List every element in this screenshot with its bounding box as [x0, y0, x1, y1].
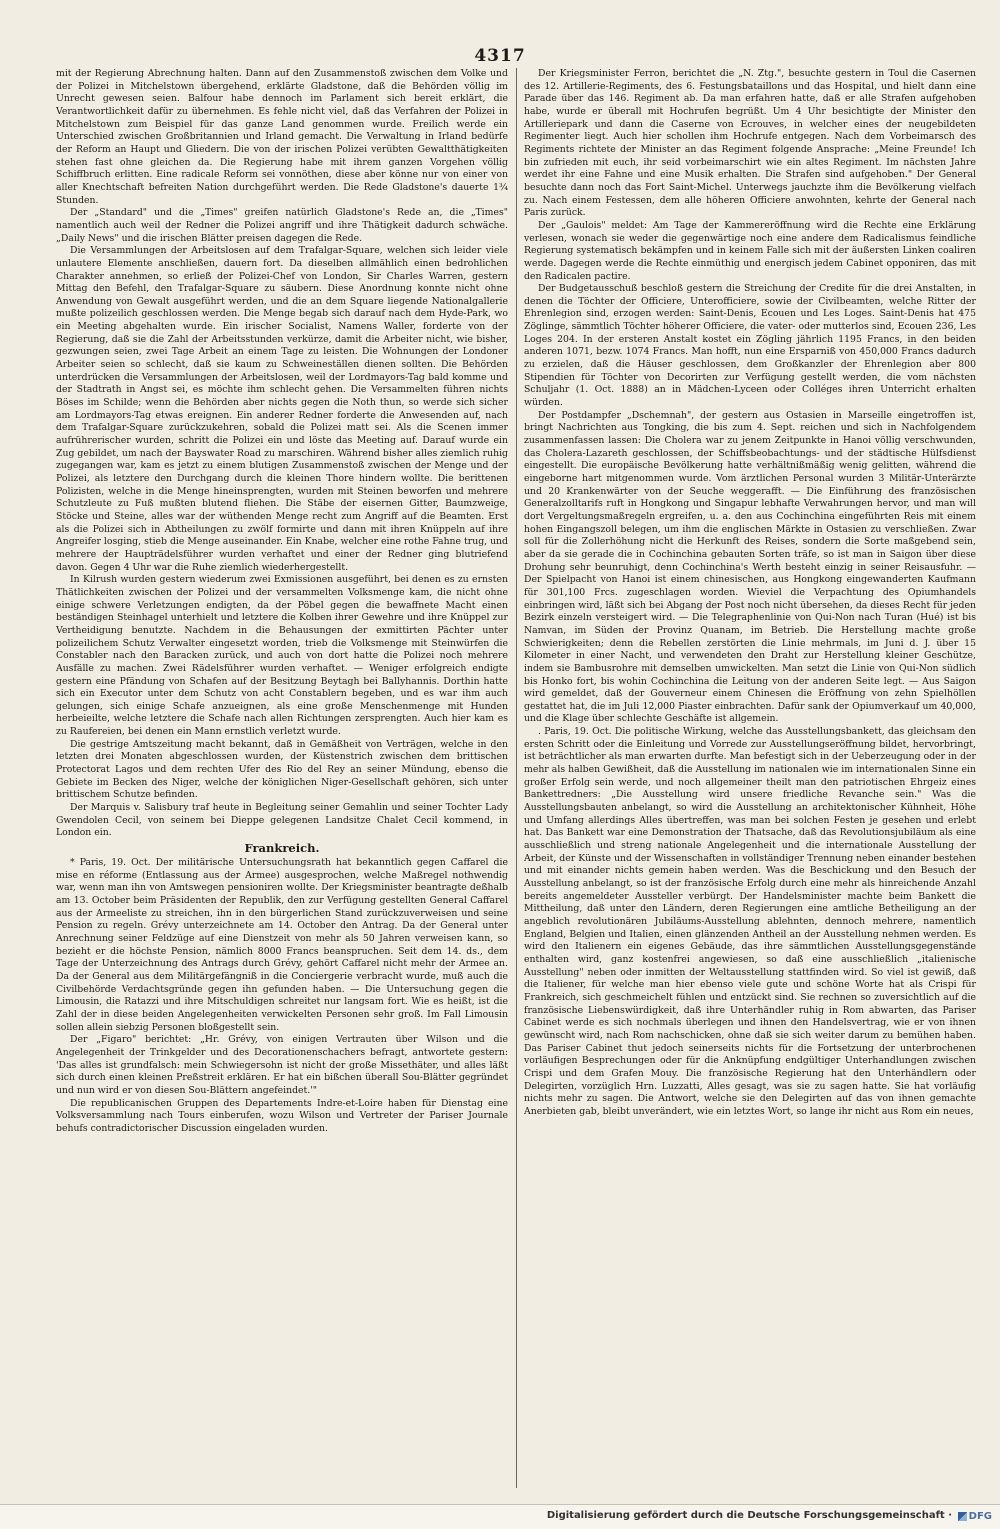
- article-indre-et-loire: Die republicanischen Gruppen des Departements Indre-et-Loire haben für Dienstag eine Volksversammlung nach Tours einberufen, wozu Wilson und Vertreter der Pariser Journale behufs contradictorischer Discussion eingeladen wurden.: [56, 1097, 508, 1134]
- article-gaulois: Der „Gaulois" meldet: Am Tage der Kammereröffnung wird die Rechte eine Erklärung verlesen, wonach sie weder die gegenwärtige noch eine andere dem Radicalismus feindliche Regierung systematisch bekämpfen und in keinem Falle sich mit der äußersten Linken coaliren werde. Dagegen werde die Rechte einmüthig und energisch jedem Cabinet opponiren, das mit den Radicalen pactire.: [524, 219, 976, 282]
- footer-credit: Digitalisierung gefördert durch die Deutsche Forschungsgemeinschaft ·: [546, 1510, 952, 1521]
- column-divider: [516, 68, 517, 1488]
- article-press-reaction: Der „Standard" und die „Times" greifen natürlich Gladstone's Rede an, die „Times" namentlich auch weil der Redner die Polizei angriff und ihre Thätigkeit dadurch schwäche. „Daily News" und die irischen Blätter preisen dagegen die Rede.: [56, 207, 508, 244]
- article-salisbury: Der Marquis v. Salisbury traf heute in Begleitung seiner Gemahlin und seiner Tochter Lady Gwendolen Cecil, von seinem bei Dieppe gelegenen Landsitze Chalet Cecil kommend, in London ein.: [56, 802, 508, 839]
- article-budget-committee: Der Budgetausschuß beschloß gestern die Streichung der Credite für die drei Anstalten, in denen die Töchter der Officiere, Unterofficiere, sowie der Civilbeamten, welche Ritter der Ehrenlegion sind, erzogen werden: Saint-Denis, Ecouen und Les Loges. Saint-Denis hat 475 Zöglinge, sämmtlich Töchter höherer Officiere, die vater- oder mutterlos sind, Ecouen 236, Les Loges 204. In der ersteren Anstalt kostet ein Zögling jährlich 1195 Francs, in den beiden anderen 1071, bezw. 1074 Francs. Man hofft, nun eine Ersparniß von 450,000 Francs dadurch zu erzielen, daß die Häuser geschlossen, dem Großkanzler der Ehrenlegion aber 800 Stipendien für Töchter von Decorirten zur Verfügung gestellt werden, die vom nächsten Schuljahr (1. Oct. 1888) an in Mädchen-Lyceen oder Colléges ihren Unterricht erhalten würden.: [524, 283, 976, 409]
- article-caffarel: * Paris, 19. Oct. Der militärische Untersuchungsrath hat bekanntlich gegen Caffarel die mise en réforme (Entlassung aus der Armee) ausgesprochen, welche Maßregel nothwendig war, wenn man ihn von Amtswegen pensioniren wollte. Der Kriegsminister beantragte deßhalb am 13. October beim Präsidenten der Republik, den zur Verfügung gestellten General Caffarel aus der Armeeliste zu streichen, ihn in den bürgerlichen Stand zurückzuverweisen und seine Pension zu regeln. Grévy unterzeichnete am 14. October den Antrag. Da der General unter Anrechnung seiner Feldzüge auf eine Dienstzeit von mehr als 50 Jahren verweisen kann, so bezieht er die höchste Pension, nämlich 8000 Francs beanspruchen. Seit dem 14. ds., dem Tage der Unterzeichnung des Antrags durch Grévy, gehört Caffarel nicht mehr der Armee an. Da der General aus dem Militärgefängniß in die Conciergerie verbracht wurde, muß auch die Civilbehörde Verdachtsgründe gegen ihn gefunden haben. — Die Untersuchung gegen die Limousin, die Ratazzi und ihre Mitschuldigen schreitet nur langsam fort. Wie es heißt, ist die Zahl der in diese beiden Angelegenheiten verwickelten Personen sehr groß. Im Fall Limousin sollen allein siebzig Personen bloßgestellt sein.: [56, 857, 508, 1033]
- article-ferron-toul: Der Kriegsminister Ferron, berichtet die „N. Ztg.", besuchte gestern in Toul die Casernen des 12. Artillerie-Regiments, des 6. Festungsbataillons und das Hospital, und hielt dann eine Parade über das 146. Regiment ab. Da man erfahren hatte, daß er alle Strafen aufgehoben habe, wurde er überall mit Hochrufen begrüßt. Um 4 Uhr besichtigte der Minister den Artilleriepark und dann die Caserne von Ecrouves, in welcher eines der neugebildeten Regimenter liegt. Auch hier schollen ihm Hochrufe entgegen. Nach dem Vorbeimarsch des Regiments richtete der Minister an das Regiment folgende Ansprache: „Meine Freunde! Ich bin zufrieden mit euch, ihr seid vorbeimarschirt wie ein altes Regiment. Im nächsten Jahre werdet ihr eine Fahne und eine Musik erhalten. Die Strafen sind aufgehoben." Der General besuchte dann noch das Fort Saint-Michel. Unterwegs jauchzte ihm die Bevölkerung vielfach zu. Nach einem Festessen, dem alle höheren Officiere anwohnten, kehrte der General nach Paris zurück.: [524, 68, 976, 219]
- article-figaro: Der „Figaro" berichtet: „Hr. Grévy, von einigen Vertrauten über Wilson und die Angelegenheit der Trinkgelder und des Decorationenschachers befragt, antwortete gestern: 'Das alles ist grundfalsch: mein Schwiegersohn ist nicht der große Missethäter, und alles läßt sich durch einen kleinen Preßstreit erklären. Er hat ein bißchen überall Sou-Blätter gegründet und nun wird er von diesen Sou-Blättern angefeindet.'": [56, 1034, 508, 1096]
- right-column: [524, 68, 976, 1488]
- left-column: [56, 68, 508, 1488]
- article-tongking: Der Postdampfer „Dschemnah", der gestern aus Ostasien in Marseille eingetroffen ist, bringt Nachrichten aus Tongking, die bis zum 4. Sept. reichen und sich in Nachfolgendem zusammenfassen lassen: Die Cholera war zu jenem Zeitpunkte in Hanoi völlig verschwunden, das Cholera-Lazareth geschlossen, der Schiffsbeobachtungs- und der städtische Hülfsdienst eingestellt. Die europäische Bevölkerung hatte verhältnißmäßig wenig gelitten, während die eingeborne hart mitgenommen wurde. Vom ärztlichen Personal wurden 3 Militär-Unterärzte und 20 Krankenwärter von der Seuche weggerafft. — Die Einführung des französischen Generalzolltarifs ruft in Hongkong und Singapur lebhafte Verwahrungen hervor, und man will dort Vergeltungsmaßregeln ergreifen, u. a. den aus Cochinchina eingeführten Reis mit einem hohen Eingangszoll belegen, um ihm die englischen Märkte in Ostasien zu verschließen. Zwar soll für die Zollerhöhung nicht die Herkunft des Reises, sondern die Sorte maßgebend sein, aber da sie gerade die in Cochinchina gebauten Sorten träfe, so ist man in Saigon über diese Drohung sehr beunruhigt, denn Cochinchina's Werth besteht einzig in seiner Reisausfuhr. — Der Spielpacht von Hanoi ist einem chinesischen, aus Hongkong eingewanderten Kaufmann für 301,100 Frcs. zugeschlagen worden. Wieviel die Verpachtung des Opiumhandels einbringen wird, läßt sich bei Abgang der Post noch nicht übersehen, da dieses Recht für jeden Bezirk einzeln versteigert wird. — Die Telegraphenlinie von Qui-Non nach Turan (Hué) ist bis Namvan, im Süden der Provinz Quanam, im Betrieb. Die Herstellung machte große Schwierigkeiten; denn die Rebellen zerstörten die Linie mehrmals, im Juni d. J. über 15 Kilometer in einer Nacht, und verwendeten den Draht zur Herstellung kleiner Geschütze, indem sie Bambusrohre mit demselben umwickelten. Man setzt die Linie von Qui-Non südlich bis Honko fort, bis wohin Cochinchina die Leitung von der anderen Seite legt. — Aus Saigon wird gemeldet, daß der Gouverneur einem Chinesen die Eröffnung von zehn Spielhöllen gestattet hat, die im Juli 12,000 Piaster einbrachten. Dafür sank der Opiumverkauf um 40,000, und die Klage über schlechte Geschäfte ist allgemein.: [524, 409, 976, 725]
- section-heading-frankreich: Frankreich.: [244, 841, 320, 856]
- article-lagos-niger: Die gestrige Amtszeitung macht bekannt, daß in Gemäßheit von Verträgen, welche in den letzten drei Monaten abgeschlossen wurden, der Küstenstrich zwischen dem brittischen Protectorat Lagos und dem rechten Ufer des Rio del Rey an seiner Mündung, ebenso die Gebiete im Becken des Niger, welche der königlichen Niger-Gesellschaft gehören, sich unter brittischem Schutze befinden.: [56, 738, 508, 801]
- article-paris-exhibition: . Paris, 19. Oct. Die politische Wirkung, welche das Ausstellungsbankett, das gleichsam den ersten Schritt oder die Einleitung und Vorrede zur Ausstellungseröffnung bildet, hervorbringt, ist beträchtlicher als man erwarten durfte. Man befestigt sich in der Ueberzeugung oder in der mehr als halben Gewißheit, daß die Ausstellung im nationalen wie im internationalen Sinne ein großer Erfolg sein werde, und noch allgemeiner theilt man den patriotischen Ehrgeiz eines Bankettredners: „Die Ausstellung wird unsere friedliche Revanche sein." Was die Ausstellungsbauten anbelangt, so wird die Ausstellung an architektonischer Kühnheit, Höhe und Umfang allerdings Alles übertreffen, was man bei solchen Festen je gesehen und erlebt hat. Das Bankett war eine Demonstration der Thatsache, daß das Revolutionsjubiläum als eine ausschließlich und streng nationale Angelegenheit und die internationale Ausstellung der Arbeit, der Künste und der Wissenschaften in vollständiger Trennung neben einander bestehen und mit einander nichts gemein haben werden. Was die Beschickung und den Besuch der Ausstellung anbelangt, so ist der französische Erfolg durch eine mehr als hinreichende Anzahl bereits angemeldeter Aussteller verbürgt. Der Handelsminister machte beim Bankett die Mittheilung, daß unter den Ländern, deren Regierungen eine amtliche Betheiligung an der angeblich revolutionären Jubiläums-Ausstellung ablehnten, dennoch mehrere, namentlich England, Belgien und Italien, einen glänzenden Antheil an der Ausstellung nehmen werden. Es wird den Italienern ein eigenes Gebäude, das ihre sämmtlichen Ausstellungsgegenstände enthalten wird, ganz kostenfrei angewiesen, so daß eine ausschließlich „italienische Ausstellung" neben oder inmitten der Weltausstellung stattfinden wird. So viel ist gewiß, daß die Italiener, für welche man hier ebenso viele gute und schöne Worte hat als Crispi für Frankreich, sich geschmeichelt fühlen und entzückt sind. Sie rechnen so zuversichtlich auf die französische Liebenswürdigkeit, daß ihre Unterhändler ruhig in Rom abwarten, das Pariser Cabinet werde es sich nochmals überlegen und ihnen den Handelsvertrag, wie er von ihnen gewünscht wird, nach Rom nachschicken, ohne daß sie sich weiter darum zu bemühen haben. Das Pariser Cabinet thut jedoch seinerseits nichts für die Fortsetzung der unterbrochenen vorläufigen Besprechungen oder für die Anknüpfung endgültiger Unterhandlungen zwischen Crispi und dem Grafen Mouy. Die französische Regierung hat den Unterhändlern oder Delegirten, vorzüglich Hrn. Luzzatti, Alles gesagt, was sie zu sagen hatte. Sie hat vorläufig nichts mehr zu sagen. Die Antwort, welche sie den Delegirten auf das von ihnen gemachte Anerbieten gab, bleibt unverändert, wie ein letztes Wort, so lange ihr nicht aus Rom ein neues,: [524, 726, 976, 1117]
- text-columns: [56, 68, 976, 1488]
- page-number: 4317: [474, 46, 526, 66]
- article-gladstone-speech: mit der Regierung Abrechnung halten. Dann auf den Zusammenstoß zwischen dem Volke und der Polizei in Mitchelstown übergehend, erklärte Gladstone, daß die Behörden völlig im Unrecht gewesen seien. Balfour habe dennoch im Parlament sich bereit erklärt, die Verantwortlichkeit dafür zu übernehmen. Es fehle nicht viel, daß das Verfahren der Polizei in Mitchelstown zum Beispiel für das ganze Land genommen wurde. Freilich werde ein Unterschied zwischen Großbritannien und Irland gemacht. Die Verwaltung in Irland bedürfe der Reform an Haupt und Gliedern. Die von der irischen Polizei verübten Gewaltthätigkeiten stehen fast ohne gleichen da. Die Regierung habe mit ihrem ganzen Vorgehen völlig Schiffbruch erlitten. Eine radicale Reform sei vonnöthen, diese aber könne nur von einer von aller Knechtschaft befreiten Nation durchgeführt werden. Die Rede Gladstone's dauerte 1¾ Stunden.: [56, 68, 508, 206]
- article-kilrush: In Kilrush wurden gestern wiederum zwei Exmissionen ausgeführt, bei denen es zu ernsten Thätlichkeiten zwischen der Polizei und der versammelten Volksmenge kam, die nicht ohne einige schwere Verletzungen endigten, da der Pöbel gegen die bewaffnete Macht einen beständigen Steinhagel unterhielt und letztere die Kolben ihrer Gewehre und ihre Knüppel zur Vertheidigung benutzte. Nachdem in die Behausungen der exmittirten Pächter unter polizeilichem Schutz Verwalter eingesetzt worden, trieb die Volksmenge mit Steinwürfen die Constabler nach den Baracken zurück, und auch von dort hatte die Polizei noch mehrere Ausfälle zu machen. Zwei Rädelsführer wurden verhaftet. — Weniger erfolgreich endigte gestern eine Pfändung von Schafen auf der Besitzung Beytagh bei Ballyhannis. Dorthin hatte sich ein Executor unter dem Schutz von acht Constablern begeben, und es war ihm auch gelungen, sich einige Schafe anzueignen, als eine große Menschenmenge mit Hunden herbeieilte, welche letztere die Schafe nach allen Richtungen zersprengten. Auch hier kam es zu Raufereien, bei denen ein Mann ernstlich verletzt wurde.: [56, 574, 508, 738]
- dfg-logo-text: DFG: [968, 1511, 992, 1522]
- article-trafalgar-square: Die Versammlungen der Arbeitslosen auf dem Trafalgar-Square, welchen sich leider viele unlautere Elemente anschließen, dauern fort. Da dieselben allmählich einen bedrohlichen Charakter annehmen, so erließ der Polizei-Chef von London, Sir Charles Warren, gestern Mittag den Befehl, den Trafalgar-Square zu säubern. Diese Anordnung konnte nicht ohne Anwendung von Gewalt ausgeführt werden, und die an dem Square liegende Nationalgallerie mußte polizeilich geschlossen werden. Die Menge begab sich darauf nach dem Hyde-Park, wo ein Meeting abgehalten wurde. Ein irischer Socialist, Namens Waller, forderte von der Regierung, daß sie die Zahl der Arbeitsstunden verkürze, damit die Arbeiter nicht, wie bisher, gezwungen seien, zwei Tage Arbeit an einem Tage zu leisten. Die Wohnungen der Londoner Arbeiter seien so schlecht, daß sie kaum zu Schweineställen dienen sollten. Die Behörden unterdrücken die Versammlungen der Arbeitslosen, weil der Lordmayors-Tag bald komme und der Stadtrath in Angst sei, es möchte ihm schlecht gehen. Die Versammelten führen nichts Böses im Schilde; wenn die Behörden aber nichts gegen die Noth thun, so werde sich sicher am Lordmayors-Tag etwas ereignen. Ein anderer Redner forderte die Anwesenden auf, nach dem Trafalgar-Square zurückzukehren, sobald die Polizei matt sei. Als die Scenen immer aufrührerischer wurden, schritt die Polizei ein und löste das Meeting auf. Darauf wurde ein Zug gebildet, um nach der Bayswater Road zu marschiren. Während bisher alles ziemlich ruhig zugegangen war, kam es jetzt zu einem blutigen Zusammenstoß zwischen der Menge und der Polizei, als letztere den Durchgang durch die kleinen Thore hindern wollte. Die berittenen Polizisten, welche in die Menge hineinsprengten, wurden mit Steinen beworfen und mehrere Schutzleute zu Fuß mußten blutend fliehen. Die Stäbe der eisernen Gitter, Baumzweige, Stöcke und Steine, alles war der wüthenden Menge recht zum Angriff auf die Beamten. Erst als die Polizei sich in Abtheilungen zu zwölf formirte und dann mit ihren Knüppeln auf ihre Angreifer losging, stieb die Menge auseinander. Ein Knabe, welcher eine rothe Fahne trug, und mehrere der Haupträdelsführer wurden verhaftet und einer der Redner ging blutriefend davon. Gegen 4 Uhr war die Ruhe ziemlich wiederhergestellt.: [56, 245, 508, 573]
- digitization-footer: [0, 1504, 1000, 1529]
- dfg-logo-icon: [958, 1509, 992, 1524]
